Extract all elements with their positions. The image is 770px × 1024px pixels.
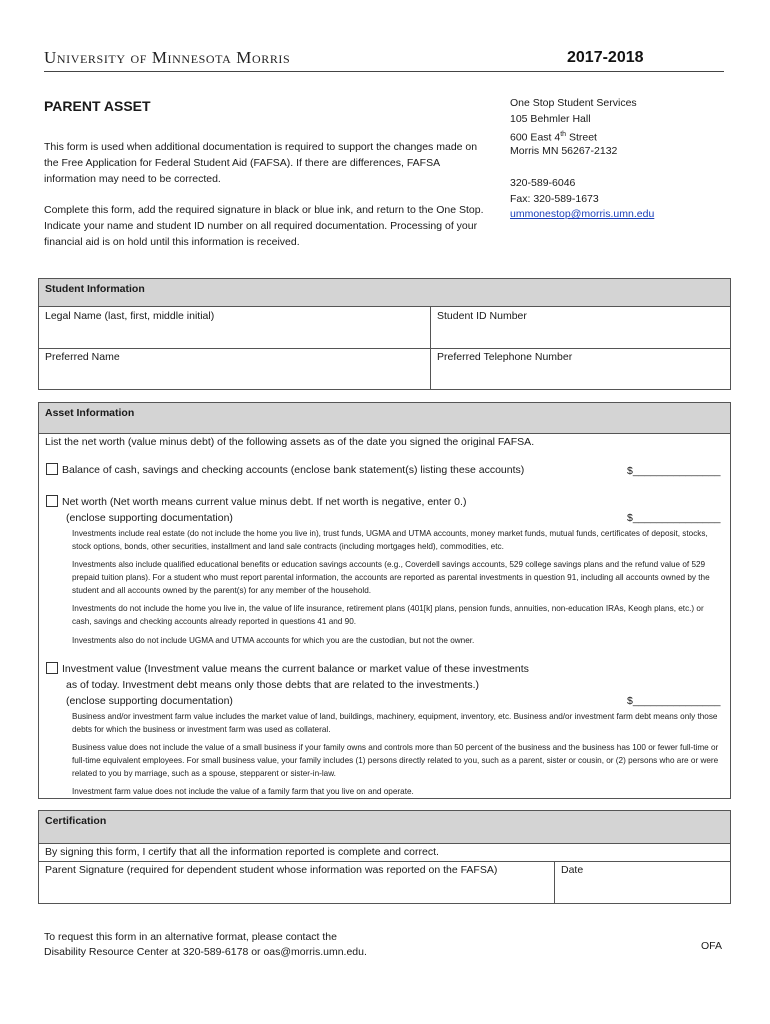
form-title: PARENT ASSET — [44, 98, 151, 114]
networth-note-4: Investments also do not include UGMA and UTMA accounts for which you are the custodian, but not the owner. — [72, 636, 475, 645]
networth-amount-blank[interactable]: $_______________ — [627, 512, 721, 524]
footer-form-code: OFA — [701, 940, 723, 952]
networth-row — [46, 495, 466, 508]
contact-fax: Fax: 320-589-1673 — [510, 193, 599, 205]
parent-signature-label: Parent Signature (required for dependent student whose information was reported on the FAFSA) — [45, 864, 498, 876]
date-label: Date — [561, 864, 584, 876]
investment-checkbox[interactable] — [46, 662, 58, 674]
investment-label-2: as of today. Investment debt means only those debts that are related to the investments.) — [66, 679, 480, 691]
networth-sub: (enclose supporting documentation) — [66, 512, 233, 524]
preferred-phone-label: Preferred Telephone Number — [437, 351, 573, 363]
investment-note-2: Business value does not include the value of a small business if your family owns and controls more than 50 percent of the business and the business has 100 or fewer full-time or full-time equivalent employees. For small business value, your family includes (1) persons directly related to you, such as a parent, sister or cousin, or (2) persons who are or were related to you by marriage, such as a spouse, stepparent or sister-in-law. — [72, 743, 719, 778]
investment-amount-blank[interactable]: $_______________ — [627, 695, 721, 707]
preferred-name-label: Preferred Name — [45, 351, 120, 363]
certification-header: Certification — [38, 810, 731, 844]
networth-note-1: Investments include real estate (do not include the home you live in), trust funds, UGMA and UTMA accounts, money market funds, mutual funds, certificates of deposit, stocks, stock options, bonds, other securities, installment and land sale contracts (including mortgages held), commodities, etc. — [72, 529, 708, 551]
intro-paragraph-2: Complete this form, add the required signature in black or blue ink, and return to the One Stop. Indicate your name and student ID number on all required documentation. Processing of your financial aid is on hold until this information is received. — [44, 204, 484, 248]
footer-line-2: Disability Resource Center at 320-589-6178 or oas@morris.umn.edu. — [44, 946, 367, 958]
student-info-header: Student Information — [38, 278, 731, 307]
preferred-name-field[interactable] — [38, 348, 431, 390]
contact-office: One Stop Student Services — [510, 97, 637, 109]
investment-note-3: Investment farm value does not include the value of a family farm that you live on and operate. — [72, 787, 414, 796]
parent-signature-field[interactable] — [38, 861, 555, 904]
networth-note-3: Investments do not include the home you live in, the value of life insurance, retirement plans (401[k] plans, pension funds, annuities, non-education IRAs, Keogh plans, etc.) or cash, savings and checking accounts already reported in questions 41 and 90. — [72, 604, 704, 626]
cash-label: Balance of cash, savings and checking accounts (enclose bank statement(s) listing these accounts) — [62, 464, 525, 476]
asset-info-header: Asset Information — [38, 402, 731, 434]
networth-label: Net worth (Net worth means current value minus debt. If net worth is negative, enter 0.) — [62, 496, 467, 508]
investment-sub: (enclose supporting documentation) — [66, 695, 233, 707]
intro-paragraph-1: This form is used when additional documentation is required to support the changes made on the Free Application for Federal Student Aid (FAFSA). If there are differences, FAFSA information may need to be corrected. — [44, 141, 478, 185]
academic-year: 2017-2018 — [567, 49, 644, 66]
legal-name-label: Legal Name (last, first, middle initial) — [45, 310, 215, 322]
preferred-phone-field[interactable] — [430, 348, 731, 390]
asset-instruction: List the net worth (value minus debt) of the following assets as of the date you signed the original FAFSA. — [45, 436, 535, 448]
investment-row — [46, 662, 529, 675]
certification-statement: By signing this form, I certify that all the information reported is complete and correct. — [45, 846, 439, 858]
contact-street: 600 East 4th Street — [510, 131, 597, 144]
networth-checkbox[interactable] — [46, 495, 58, 507]
contact-phone: 320-589-6046 — [510, 177, 576, 189]
networth-note-2: Investments also include qualified educational benefits or education savings accounts (e.g., Coverdell savings accounts, 529 college savings plans and the refund value of 529 prepaid tuition plans). For a student who must report parental information, the accounts are reported as parental investments in question 91, including all accounts owned by the student and all accounts owned by the parent(s) for any member of the household. — [72, 560, 710, 595]
cash-amount-blank[interactable]: $_______________ — [627, 465, 721, 477]
contact-city: Morris MN 56267-2132 — [510, 145, 618, 157]
student-id-label: Student ID Number — [437, 310, 527, 322]
footer-line-1: To request this form in an alternative format, please contact the — [44, 931, 337, 943]
investment-label: Investment value (Investment value means the current balance or market value of these investments — [62, 663, 529, 675]
cash-row — [46, 463, 524, 476]
student-id-field[interactable] — [430, 306, 731, 349]
cash-checkbox[interactable] — [46, 463, 58, 475]
date-field[interactable] — [554, 861, 731, 904]
contact-hall: 105 Behmler Hall — [510, 113, 591, 125]
contact-email-link[interactable]: ummonestop@morris.umn.edu — [510, 208, 655, 220]
university-name: University of Minnesota Morris — [44, 48, 291, 67]
investment-note-1: Business and/or investment farm value includes the market value of land, buildings, machinery, equipment, inventory, etc. Business and/or investment farm debt means only those debts for which the business or investment farm was used as collateral. — [72, 712, 718, 734]
legal-name-field[interactable] — [38, 306, 431, 349]
header-divider — [44, 71, 724, 72]
